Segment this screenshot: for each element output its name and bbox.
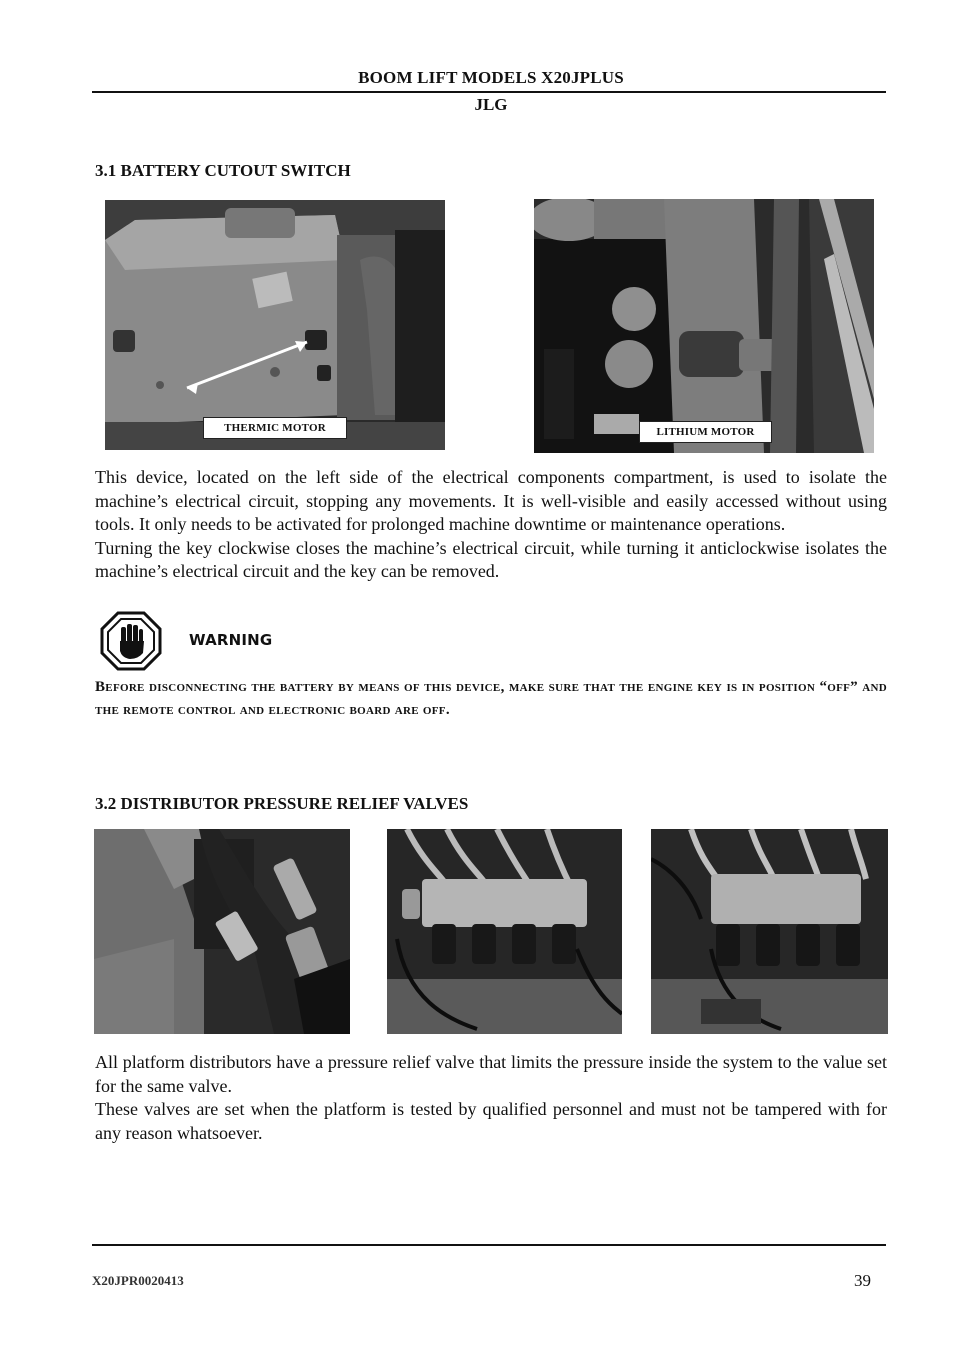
stop-hand-icon — [100, 611, 162, 671]
relief-valves-description — [95, 1051, 887, 1145]
paragraph-location: This device, located on the left side of the electrical components compartment, is used to isolate the machine’s electrical circuit, stopping any movements. It is well-visible and easily accessed without using tools. It only needs to be activated for prolonged machine downtime or maintenance operations. — [95, 467, 887, 534]
photo-distributor-hoses — [94, 829, 350, 1034]
page-number: 39 — [854, 1271, 871, 1290]
header-rule — [92, 91, 886, 93]
document-title: BOOM LIFT MODELS X20JPLUS — [358, 68, 624, 87]
battery-switch-description — [95, 466, 887, 584]
photo-lithium-motor — [534, 199, 874, 453]
paragraph-key-operation: Turning the key clockwise closes the machine’s electrical circuit, while turning it anticlockwise isolates the machine’s electrical circuit and the key can be removed. — [95, 537, 887, 581]
document-code: X20JPR0020413 — [92, 1273, 184, 1288]
paragraph-valve-setting: These valves are set when the platform is tested by qualified personnel and must not be tampered with for any reason whatsoever. — [95, 1099, 887, 1143]
photo-distributor-valves-1 — [387, 829, 622, 1034]
brand-name: JLG — [474, 95, 508, 114]
paragraph-relief-valve: All platform distributors have a pressure relief valve that limits the pressure inside the system to the value set for the same valve. — [95, 1052, 887, 1096]
caption-lithium-motor: LITHIUM MOTOR — [639, 421, 772, 443]
section-title-battery-cutout: 3.1 BATTERY CUTOUT SWITCH — [95, 161, 351, 180]
section-title-relief-valves: 3.2 DISTRIBUTOR PRESSURE RELIEF VALVES — [95, 794, 469, 813]
warning-text: Before disconnecting the battery by means of this device, make sure that the engine key is in position “off” and the remote control and electronic board are off. — [95, 679, 887, 718]
footer-rule — [92, 1244, 886, 1246]
caption-thermic-motor: THERMIC MOTOR — [203, 417, 347, 439]
photo-thermic-motor — [105, 200, 445, 450]
warning-title: WARNING — [189, 631, 273, 649]
photo-distributor-valves-2 — [651, 829, 888, 1034]
